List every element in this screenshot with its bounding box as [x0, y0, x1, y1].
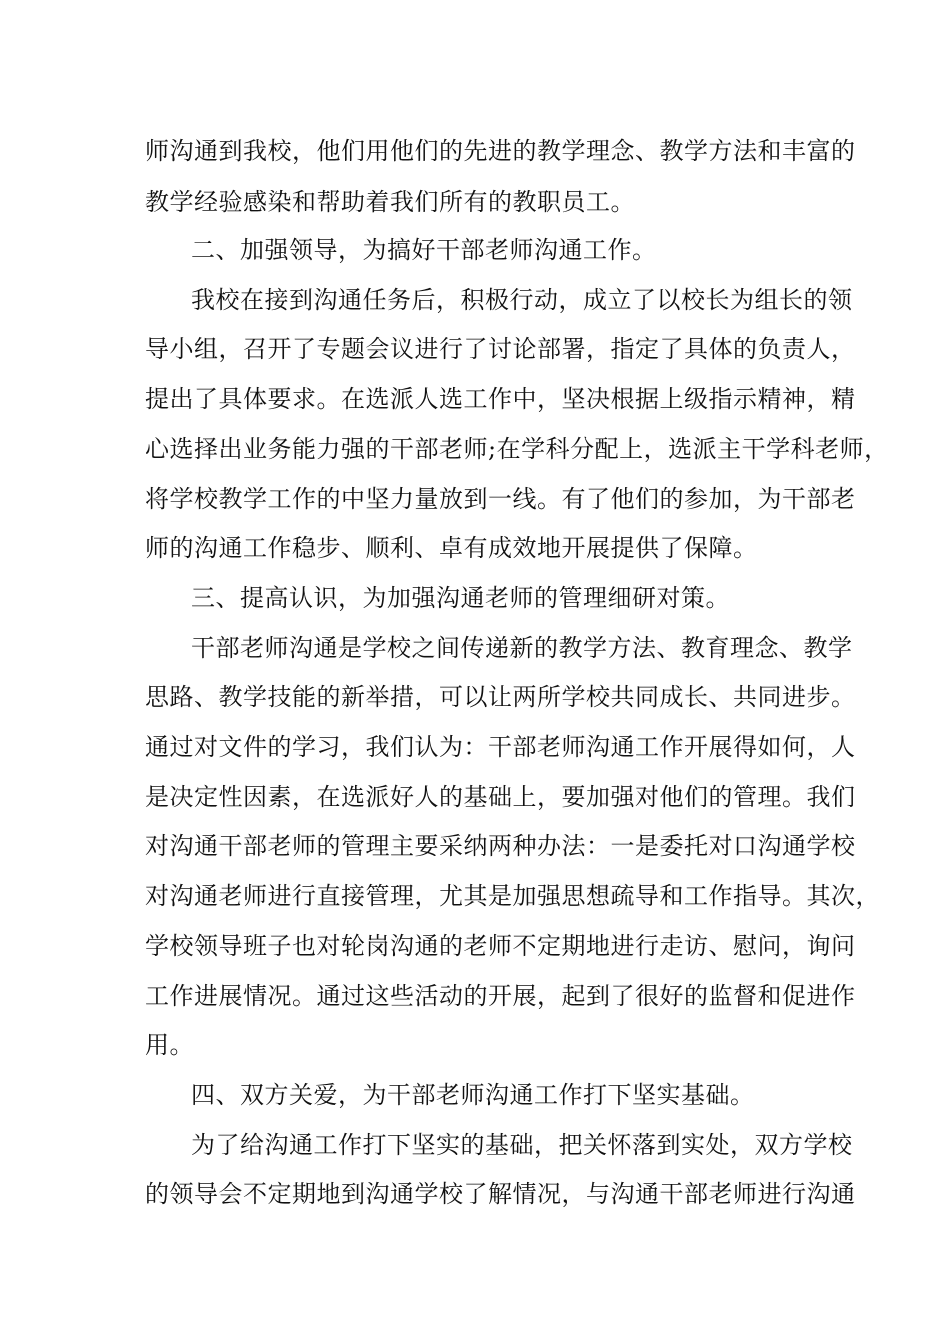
section-heading-2: 二、加强领导，为搞好干部老师沟通工作。: [191, 236, 657, 264]
body-text-line: 教学经验感染和帮助着我们所有的教职员工。: [145, 188, 635, 216]
body-text-line: 提出了具体要求。在选派人选工作中，坚决根据上级指示精神，精: [145, 385, 856, 413]
body-text-line: 导小组，召开了专题会议进行了讨论部署，指定了具体的负责人，: [145, 335, 856, 363]
body-text-line: 为了给沟通工作打下坚实的基础，把关怀落到实处，双方学校: [191, 1131, 853, 1159]
body-text-line: 是决定性因素，在选派好人的基础上，要加强对他们的管理。我们: [145, 783, 856, 811]
body-text-line: 工作进展情况。通过这些活动的开展，起到了很好的监督和促进作: [145, 982, 856, 1010]
body-text-line: 师的沟通工作稳步、顺利、卓有成效地开展提供了保障。: [145, 534, 758, 562]
body-text-line: 干部老师沟通是学校之间传递新的教学方法、教育理念、教学: [191, 634, 853, 662]
body-text-line: 我校在接到沟通任务后，积极行动，成立了以校长为组长的领: [191, 286, 853, 314]
body-text-line: 对沟通老师进行直接管理，尤其是加强思想疏导和工作指导。其次，: [145, 882, 880, 910]
body-text-line: 思路、教学技能的新举措，可以让两所学校共同成长、共同进步。: [145, 683, 856, 711]
section-heading-3: 三、提高认识，为加强沟通老师的管理细研对策。: [191, 584, 730, 612]
section-heading-4: 四、双方关爱，为干部老师沟通工作打下坚实基础。: [191, 1081, 755, 1109]
body-text-line: 心选择出业务能力强的干部老师;在学科分配上，选派主干学科老师，: [145, 435, 889, 463]
body-text-line: 学校领导班子也对轮岗沟通的老师不定期地进行走访、慰问，询问: [145, 932, 856, 960]
body-text-line: 用。: [145, 1031, 194, 1059]
body-text-line: 通过对文件的学习，我们认为：干部老师沟通工作开展得如何，人: [145, 733, 856, 761]
body-text-line: 将学校教学工作的中坚力量放到一线。有了他们的参加，为干部老: [145, 485, 856, 513]
body-text-line: 的领导会不定期地到沟通学校了解情况，与沟通干部老师进行沟通: [145, 1180, 856, 1208]
body-text-line: 师沟通到我校，他们用他们的先进的教学理念、教学方法和丰富的: [145, 137, 856, 165]
body-text-line: 对沟通干部老师的管理主要采纳两种办法：一是委托对口沟通学校: [145, 832, 856, 860]
